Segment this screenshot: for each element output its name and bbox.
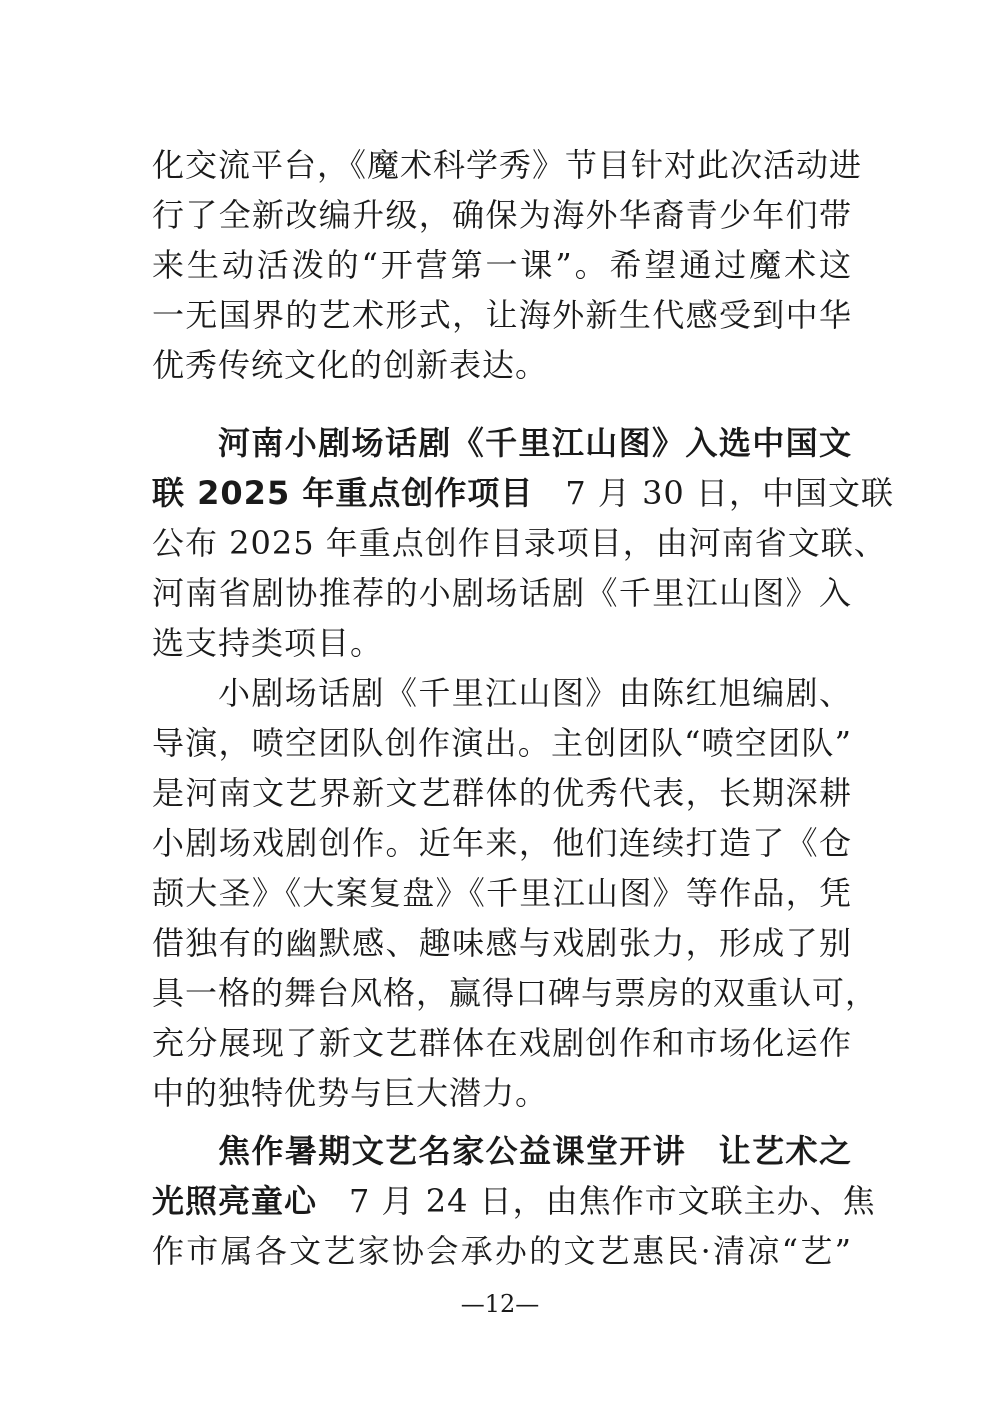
text-line: 一无国界的艺术形式，让海外新生代感受到中华 xyxy=(152,296,852,334)
text-line: 具一格的舞台风格，赢得口碑与票房的双重认可， xyxy=(152,974,879,1012)
text-line: 选支持类项目。 xyxy=(152,624,384,662)
page-number: —12— xyxy=(460,1290,540,1318)
article-lead: 7 月 24 日，由焦作市文联主办、焦 xyxy=(349,1182,876,1220)
text-line xyxy=(152,1176,876,1226)
article-headline: 光照亮童心 xyxy=(152,1182,318,1220)
text-line: 来生动活泼的“开营第一课”。希望通过魔术这 xyxy=(152,246,852,284)
intro-paragraph xyxy=(152,140,863,390)
text-line: 是河南文艺界新文艺群体的优秀代表，长期深耕 xyxy=(152,774,852,812)
text-line: 导演，喷空团队创作演出。主创团队“喷空团队” xyxy=(152,724,852,762)
text-line: 作市属各文艺家协会承办的文艺惠民·清凉“艺” xyxy=(152,1232,852,1270)
article-headline: 河南小剧场话剧《千里江山图》入选中国文 xyxy=(218,424,852,462)
text-line: 河南省剧协推荐的小剧场话剧《千里江山图》入 xyxy=(152,574,852,612)
article-henan xyxy=(152,418,894,1118)
text-line: 小剧场话剧《千里江山图》由陈红旭编剧、 xyxy=(218,674,852,712)
article-headline: 联 2025 年重点创作项目 xyxy=(152,474,534,512)
text-line: 优秀传统文化的创新表达。 xyxy=(152,346,549,384)
article-jiaozuo xyxy=(152,1126,876,1276)
text-line: 颉大圣》《大案复盘》《千里江山图》等作品，凭 xyxy=(152,874,852,912)
text-line: 化交流平台，《魔术科学秀》节目针对此次活动进 xyxy=(152,146,863,184)
text-line: 小剧场戏剧创作。近年来，他们连续打造了《仓 xyxy=(152,824,852,862)
text-line: 借独有的幽默感、趣味感与戏剧张力，形成了别 xyxy=(152,924,852,962)
article-headline-part: 让艺术之 xyxy=(718,1132,852,1170)
text-line: 中的独特优势与巨大潜力。 xyxy=(152,1074,549,1112)
article-lead: 7 月 30 日，中国文联 xyxy=(565,474,894,512)
article-headline-part: 焦作暑期文艺名家公益课堂开讲 xyxy=(218,1132,687,1170)
text-line: 行了全新改编升级，确保为海外华裔青少年们带 xyxy=(152,196,852,234)
text-line: 公布 2025 年重点创作目录项目，由河南省文联、 xyxy=(152,524,887,562)
article-headline xyxy=(152,1126,852,1176)
text-line xyxy=(152,468,894,518)
text-line: 充分展现了新文艺群体在戏剧创作和市场化运作 xyxy=(152,1024,852,1062)
